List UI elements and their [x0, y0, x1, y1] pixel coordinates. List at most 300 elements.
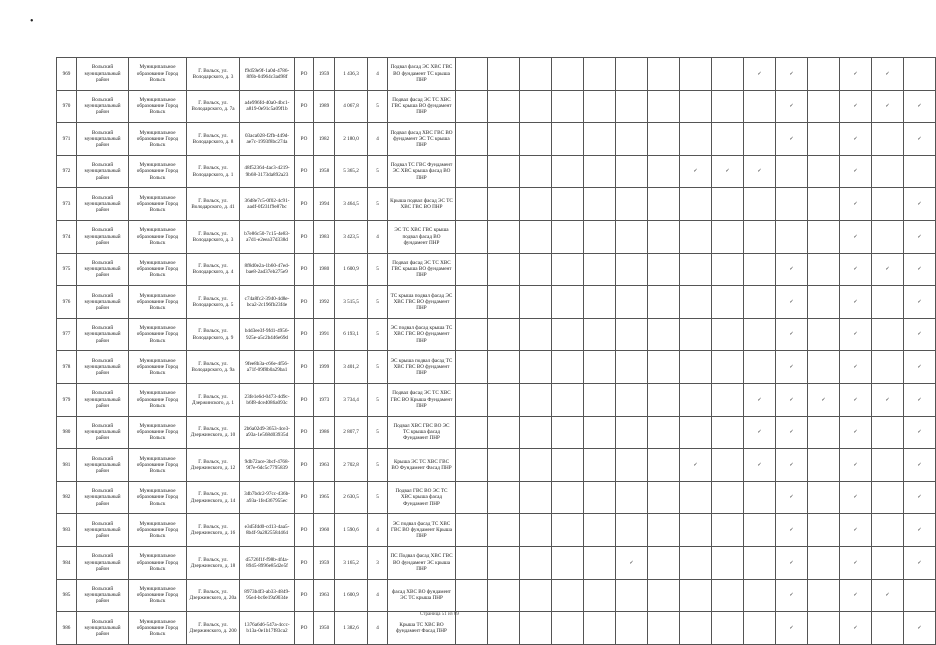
area-cell: 1 600,9	[335, 579, 368, 612]
empty-cell	[808, 579, 840, 612]
ownership-code-cell: РО	[295, 253, 314, 286]
empty-cell	[680, 514, 712, 547]
checkmark-icon: ✓	[776, 449, 808, 482]
empty-cell	[680, 612, 712, 645]
checkmark-icon: ✓	[776, 90, 808, 123]
address-cell: Г. Вольск, ул. Володарского, д. 7а	[187, 90, 240, 123]
checkmark-icon: ✓	[904, 383, 936, 416]
checkmark-icon: ✓	[616, 546, 648, 579]
table-row	[57, 612, 936, 645]
municipality-cell: Муниципальное образование Город Вольск	[129, 546, 187, 579]
row-number: 979	[57, 383, 77, 416]
row-number: 971	[57, 123, 77, 156]
empty-cell	[648, 123, 680, 156]
municipality-cell: Муниципальное образование Город Вольск	[129, 286, 187, 319]
checkmark-icon: ✓	[776, 579, 808, 612]
empty-cell	[680, 188, 712, 221]
priority-cell: 5	[368, 416, 388, 449]
empty-cell	[552, 123, 584, 156]
empty-cell	[808, 449, 840, 482]
checkmark-icon: ✓	[776, 286, 808, 319]
priority-cell: 4	[368, 514, 388, 547]
build-year-cell: 1973	[314, 383, 335, 416]
empty-cell	[488, 253, 520, 286]
address-cell: Г. Вольск, ул. Дзержинского, д. 12	[187, 449, 240, 482]
works-description-cell: Крыша подвал фасад ЭС ТС ХВС ГВС ВО ПНР	[388, 188, 456, 221]
build-year-cell: 1989	[314, 90, 335, 123]
empty-cell	[616, 449, 648, 482]
checkmark-icon: ✓	[840, 123, 872, 156]
empty-cell	[808, 58, 840, 91]
empty-cell	[712, 253, 744, 286]
empty-cell	[872, 351, 904, 384]
address-cell: Г. Вольск, ул. Володарского, д. 41	[187, 188, 240, 221]
build-year-cell: 1950	[314, 612, 335, 645]
empty-cell	[648, 612, 680, 645]
ownership-code-cell: РО	[295, 579, 314, 612]
empty-cell	[488, 123, 520, 156]
empty-cell	[872, 546, 904, 579]
empty-cell	[616, 416, 648, 449]
empty-cell	[520, 253, 552, 286]
address-cell: Г. Вольск, ул. Володарского, д. 4	[187, 253, 240, 286]
district-cell: Вольский муниципальный район	[77, 416, 129, 449]
table-row	[57, 546, 936, 579]
empty-cell	[488, 318, 520, 351]
empty-cell	[872, 123, 904, 156]
guid-cell: b7e86c50-7c15-4e83-a7d1-e2eea37d338d	[240, 220, 295, 253]
priority-cell: 5	[368, 481, 388, 514]
empty-cell	[520, 318, 552, 351]
municipality-cell: Муниципальное образование Город Вольск	[129, 58, 187, 91]
empty-cell	[712, 416, 744, 449]
works-description-cell: ЭС ТС ХВС ГВС крыша подвал фасад ВО фундамент ПНР	[388, 220, 456, 253]
empty-cell	[712, 318, 744, 351]
build-year-cell: 1959	[314, 546, 335, 579]
build-year-cell: 1959	[314, 58, 335, 91]
district-cell: Вольский муниципальный район	[77, 579, 129, 612]
build-year-cell: 1982	[314, 123, 335, 156]
empty-cell	[488, 351, 520, 384]
empty-cell	[648, 546, 680, 579]
empty-cell	[584, 220, 616, 253]
ownership-code-cell: РО	[295, 155, 314, 188]
empty-cell	[488, 220, 520, 253]
works-description-cell: ЭС подвал фасад крыша ТС ХВС ГВС ВО фундамент ПНР	[388, 318, 456, 351]
address-cell: Г. Вольск, ул. Дзержинского, д. 14	[187, 481, 240, 514]
table-row	[57, 188, 936, 221]
checkmark-icon: ✓	[872, 579, 904, 612]
checkmark-icon: ✓	[840, 546, 872, 579]
checkmark-icon: ✓	[904, 416, 936, 449]
empty-cell	[520, 612, 552, 645]
checkmark-icon: ✓	[776, 318, 808, 351]
empty-cell	[520, 90, 552, 123]
checkmark-icon: ✓	[904, 351, 936, 384]
empty-cell	[616, 90, 648, 123]
row-number: 978	[57, 351, 77, 384]
works-description-cell: Подвал фасад ЭС ТС ХВС ГВС крыша ВО фундамент ПНР	[388, 253, 456, 286]
empty-cell	[488, 383, 520, 416]
checkmark-icon: ✓	[776, 383, 808, 416]
area-cell: 1 382,6	[335, 612, 368, 645]
district-cell: Вольский муниципальный район	[77, 220, 129, 253]
empty-cell	[456, 481, 488, 514]
ownership-code-cell: РО	[295, 220, 314, 253]
checkmark-icon: ✓	[776, 58, 808, 91]
empty-cell	[712, 481, 744, 514]
ownership-code-cell: РО	[295, 449, 314, 482]
empty-cell	[584, 351, 616, 384]
table-row	[57, 155, 936, 188]
area-cell: 3 423,5	[335, 220, 368, 253]
empty-cell	[552, 546, 584, 579]
address-cell: Г. Вольск, ул. Володарского, д. 3	[187, 58, 240, 91]
address-cell: Г. Вольск, ул. Володарского, д. 8	[187, 123, 240, 156]
address-cell: Г. Вольск, ул. Дзержинского, д. 20а	[187, 579, 240, 612]
empty-cell	[456, 351, 488, 384]
ownership-code-cell: РО	[295, 351, 314, 384]
build-year-cell: 1963	[314, 449, 335, 482]
empty-cell	[520, 579, 552, 612]
address-cell: Г. Вольск, ул. Володарского, д. 3	[187, 220, 240, 253]
empty-cell	[584, 253, 616, 286]
empty-cell	[520, 58, 552, 91]
row-number: 986	[57, 612, 77, 645]
district-cell: Вольский муниципальный район	[77, 318, 129, 351]
empty-cell	[808, 318, 840, 351]
table-body	[57, 58, 936, 645]
municipality-cell: Муниципальное образование Город Вольск	[129, 155, 187, 188]
ownership-code-cell: РО	[295, 383, 314, 416]
guid-cell: 9fee8b3a-c66e-4f56-a71f-09f8b0a29ba1	[240, 351, 295, 384]
empty-cell	[712, 612, 744, 645]
guid-cell: 8973b4f3-ab33-4849-95e4-bc0e19a9034e	[240, 579, 295, 612]
checkmark-icon: ✓	[840, 253, 872, 286]
empty-cell	[872, 188, 904, 221]
checkmark-icon: ✓	[904, 449, 936, 482]
district-cell: Вольский муниципальный район	[77, 286, 129, 319]
area-cell: 3 515,5	[335, 286, 368, 319]
empty-cell	[872, 514, 904, 547]
empty-cell	[456, 318, 488, 351]
empty-cell	[584, 155, 616, 188]
empty-cell	[488, 481, 520, 514]
empty-cell	[584, 449, 616, 482]
empty-cell	[520, 188, 552, 221]
empty-cell	[712, 579, 744, 612]
checkmark-icon: ✓	[840, 220, 872, 253]
empty-cell	[872, 449, 904, 482]
empty-cell	[744, 253, 776, 286]
housing-register-table	[56, 57, 936, 645]
area-cell: 2 180,0	[335, 123, 368, 156]
build-year-cell: 1986	[314, 416, 335, 449]
district-cell: Вольский муниципальный район	[77, 253, 129, 286]
ownership-code-cell: РО	[295, 286, 314, 319]
empty-cell	[456, 188, 488, 221]
works-description-cell: Подвал ХВС ГВС ВО ЭС ТС крыша фасад Фундамент ПНР	[388, 416, 456, 449]
empty-cell	[872, 612, 904, 645]
checkmark-icon: ✓	[840, 188, 872, 221]
empty-cell	[808, 155, 840, 188]
empty-cell	[488, 155, 520, 188]
municipality-cell: Муниципальное образование Город Вольск	[129, 90, 187, 123]
row-number: 976	[57, 286, 77, 319]
table-row	[57, 481, 936, 514]
empty-cell	[712, 220, 744, 253]
row-number: 981	[57, 449, 77, 482]
checkmark-icon: ✓	[776, 253, 808, 286]
build-year-cell: 1991	[314, 318, 335, 351]
works-description-cell: фасад ХВС ВО фундамент ЭС ТС крыша ПНР	[388, 579, 456, 612]
district-cell: Вольский муниципальный район	[77, 546, 129, 579]
empty-cell	[520, 286, 552, 319]
address-cell: Г. Вольск, ул. Дзержинского, д. 18	[187, 546, 240, 579]
municipality-cell: Муниципальное образование Город Вольск	[129, 449, 187, 482]
empty-cell	[648, 383, 680, 416]
area-cell: 2 702,8	[335, 449, 368, 482]
checkmark-icon: ✓	[904, 612, 936, 645]
empty-cell	[552, 58, 584, 91]
area-cell: 3 734,4	[335, 383, 368, 416]
works-description-cell: ТС крыша подвал фасад ЭС ХВС ГВС ВО фундамент ПНР	[388, 286, 456, 319]
empty-cell	[808, 612, 840, 645]
row-number: 980	[57, 416, 77, 449]
empty-cell	[872, 286, 904, 319]
page-marker: •	[30, 16, 34, 27]
guid-cell: f9d59e9f-1a0d-4786-8f6b-04964c3ad98f	[240, 58, 295, 91]
empty-cell	[616, 351, 648, 384]
empty-cell	[648, 481, 680, 514]
table-row	[57, 318, 936, 351]
empty-cell	[552, 449, 584, 482]
empty-cell	[648, 220, 680, 253]
area-cell: 5 365,2	[335, 155, 368, 188]
build-year-cell: 1965	[314, 481, 335, 514]
district-cell: Вольский муниципальный район	[77, 351, 129, 384]
empty-cell	[552, 383, 584, 416]
priority-cell: 5	[368, 90, 388, 123]
empty-cell	[744, 188, 776, 221]
row-number: 969	[57, 58, 77, 91]
empty-cell	[616, 612, 648, 645]
empty-cell	[552, 351, 584, 384]
empty-cell	[680, 123, 712, 156]
build-year-cell: 1958	[314, 155, 335, 188]
works-description-cell: Подвал фасад ЭС ХВС ГВС ВО фундамент ТС крыша ПНР	[388, 58, 456, 91]
table-row	[57, 253, 936, 286]
area-cell: 1 436,3	[335, 58, 368, 91]
checkmark-icon: ✓	[840, 58, 872, 91]
empty-cell	[456, 579, 488, 612]
works-description-cell: Подвал фасад ЭС ТС ХВС ГВС ВО Крыша Фундамент ПНР	[388, 383, 456, 416]
address-cell: Г. Вольск, ул. Володарского, д. 5	[187, 286, 240, 319]
empty-cell	[456, 416, 488, 449]
empty-cell	[552, 481, 584, 514]
empty-cell	[456, 253, 488, 286]
guid-cell: b4d3ee3f-9fd1-4956-925e-a5c2b446e69d	[240, 318, 295, 351]
checkmark-icon: ✓	[744, 155, 776, 188]
priority-cell: 5	[368, 449, 388, 482]
works-description-cell: Подвал фасад ХВС ГВС ВО фундамент ЭС ТС крыша ПНР	[388, 123, 456, 156]
empty-cell	[616, 286, 648, 319]
build-year-cell: 1963	[314, 579, 335, 612]
empty-cell	[584, 188, 616, 221]
empty-cell	[776, 220, 808, 253]
empty-cell	[744, 351, 776, 384]
empty-cell	[488, 286, 520, 319]
guid-cell: d5726f1f-f98b-4f4a-8945-8996e85d2e5f	[240, 546, 295, 579]
checkmark-icon: ✓	[872, 90, 904, 123]
checkmark-icon: ✓	[680, 155, 712, 188]
ownership-code-cell: РО	[295, 123, 314, 156]
checkmark-icon: ✓	[872, 58, 904, 91]
row-number: 977	[57, 318, 77, 351]
row-number: 982	[57, 481, 77, 514]
empty-cell	[680, 546, 712, 579]
priority-cell: 4	[368, 123, 388, 156]
row-number: 973	[57, 188, 77, 221]
checkmark-icon: ✓	[840, 612, 872, 645]
empty-cell	[552, 155, 584, 188]
priority-cell: 5	[368, 383, 388, 416]
empty-cell	[584, 612, 616, 645]
empty-cell	[744, 286, 776, 319]
district-cell: Вольский муниципальный район	[77, 383, 129, 416]
empty-cell	[904, 155, 936, 188]
empty-cell	[904, 58, 936, 91]
empty-cell	[552, 514, 584, 547]
empty-cell	[520, 351, 552, 384]
empty-cell	[584, 286, 616, 319]
table-row	[57, 351, 936, 384]
empty-cell	[712, 546, 744, 579]
municipality-cell: Муниципальное образование Город Вольск	[129, 383, 187, 416]
empty-cell	[744, 220, 776, 253]
empty-cell	[488, 514, 520, 547]
guid-cell: 34b7bdc2-97cc-436b-a93a-1fe4367955ec	[240, 481, 295, 514]
checkmark-icon: ✓	[744, 416, 776, 449]
table-row	[57, 58, 936, 91]
empty-cell	[552, 90, 584, 123]
empty-cell	[680, 579, 712, 612]
checkmark-icon: ✓	[840, 351, 872, 384]
municipality-cell: Муниципальное образование Город Вольск	[129, 220, 187, 253]
checkmark-icon: ✓	[744, 58, 776, 91]
checkmark-icon: ✓	[840, 90, 872, 123]
priority-cell: 4	[368, 220, 388, 253]
empty-cell	[584, 416, 616, 449]
empty-cell	[712, 90, 744, 123]
empty-cell	[904, 579, 936, 612]
empty-cell	[584, 481, 616, 514]
checkmark-icon: ✓	[904, 123, 936, 156]
empty-cell	[552, 318, 584, 351]
checkmark-icon: ✓	[776, 416, 808, 449]
empty-cell	[680, 253, 712, 286]
empty-cell	[552, 188, 584, 221]
empty-cell	[616, 253, 648, 286]
empty-cell	[552, 286, 584, 319]
checkmark-icon: ✓	[904, 188, 936, 221]
checkmark-icon: ✓	[776, 351, 808, 384]
ownership-code-cell: РО	[295, 58, 314, 91]
empty-cell	[872, 416, 904, 449]
empty-cell	[648, 58, 680, 91]
empty-cell	[872, 155, 904, 188]
row-number: 984	[57, 546, 77, 579]
area-cell: 1 600,9	[335, 253, 368, 286]
priority-cell: 5	[368, 188, 388, 221]
ownership-code-cell: РО	[295, 416, 314, 449]
empty-cell	[552, 253, 584, 286]
empty-cell	[808, 546, 840, 579]
empty-cell	[680, 90, 712, 123]
row-number: 983	[57, 514, 77, 547]
checkmark-icon: ✓	[680, 449, 712, 482]
area-cell: 6 193,1	[335, 318, 368, 351]
priority-cell: 5	[368, 286, 388, 319]
empty-cell	[808, 90, 840, 123]
checkmark-icon: ✓	[840, 383, 872, 416]
empty-cell	[648, 188, 680, 221]
ownership-code-cell: РО	[295, 90, 314, 123]
empty-cell	[776, 155, 808, 188]
municipality-cell: Муниципальное образование Город Вольск	[129, 481, 187, 514]
empty-cell	[648, 318, 680, 351]
empty-cell	[520, 546, 552, 579]
empty-cell	[680, 383, 712, 416]
table-row	[57, 220, 936, 253]
empty-cell	[584, 318, 616, 351]
empty-cell	[744, 123, 776, 156]
empty-cell	[520, 155, 552, 188]
address-cell: Г. Вольск, ул. Володарского, д. 9	[187, 318, 240, 351]
empty-cell	[808, 188, 840, 221]
district-cell: Вольский муниципальный район	[77, 188, 129, 221]
district-cell: Вольский муниципальный район	[77, 155, 129, 188]
municipality-cell: Муниципальное образование Город Вольск	[129, 318, 187, 351]
empty-cell	[808, 481, 840, 514]
checkmark-icon: ✓	[904, 318, 936, 351]
empty-cell	[616, 383, 648, 416]
checkmark-icon: ✓	[872, 383, 904, 416]
build-year-cell: 1980	[314, 253, 335, 286]
checkmark-icon: ✓	[840, 286, 872, 319]
build-year-cell: 1983	[314, 220, 335, 253]
empty-cell	[584, 383, 616, 416]
build-year-cell: 1999	[314, 351, 335, 384]
guid-cell: 36d8e7c5-0f02-4c91-aadf-0f231f9e87bc	[240, 188, 295, 221]
empty-cell	[712, 58, 744, 91]
row-number: 974	[57, 220, 77, 253]
guid-cell: e3d5fdd0-cd13-4aa5-8b4f-9a2825584464	[240, 514, 295, 547]
works-description-cell: ПС Подвал фасад ХВС ГВС ВО фундамент ЭС крыша ПНР	[388, 546, 456, 579]
address-cell: Г. Вольск, ул. Дзержинского, д. 200	[187, 612, 240, 645]
works-description-cell: ЭС подвал фасад ТС ХВС ГВС ВО фундамент Крыша ПНР	[388, 514, 456, 547]
empty-cell	[520, 514, 552, 547]
empty-cell	[456, 514, 488, 547]
priority-cell: 4	[368, 612, 388, 645]
checkmark-icon: ✓	[840, 514, 872, 547]
empty-cell	[616, 123, 648, 156]
priority-cell: 3	[368, 546, 388, 579]
works-description-cell: Подвал ГВС ВО ЭС ТС ХВС крыша фасад Фундамент ПНР	[388, 481, 456, 514]
empty-cell	[584, 579, 616, 612]
empty-cell	[648, 449, 680, 482]
empty-cell	[456, 220, 488, 253]
